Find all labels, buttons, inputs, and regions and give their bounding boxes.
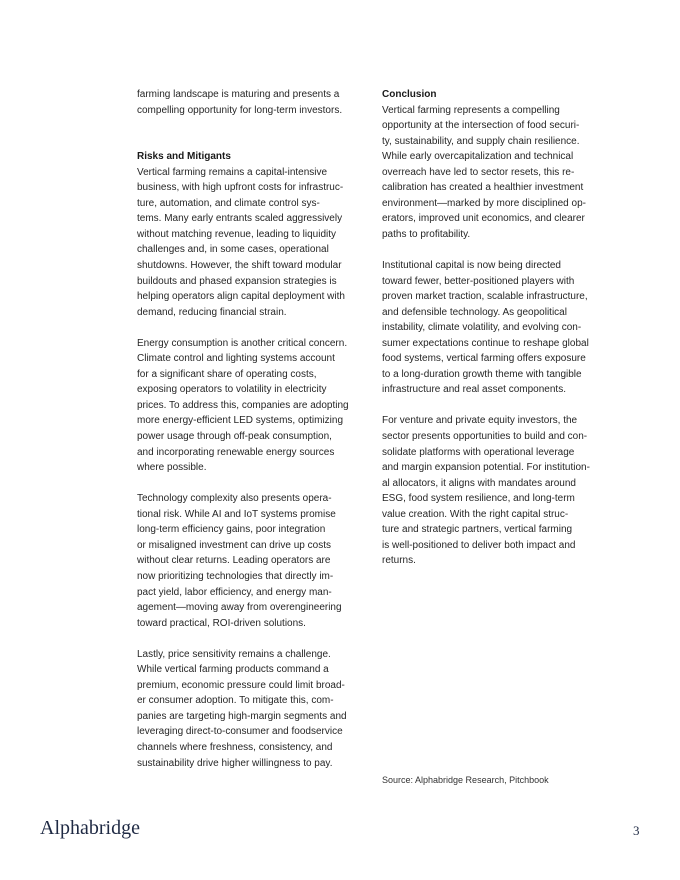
text-line: Climate control and lighting systems account <box>137 353 335 365</box>
left-column <box>137 87 377 771</box>
risks-paragraph-capital <box>137 165 377 320</box>
text-line: Lastly, price sensitivity remains a challenge. <box>137 648 331 660</box>
right-column <box>382 87 622 569</box>
text-line: and margin expansion potential. For institution- <box>382 462 590 474</box>
text-line: or misaligned investment can drive up costs <box>137 539 331 551</box>
text-line: sector presents opportunities to build and con- <box>382 431 588 443</box>
text-line: ty, sustainability, and supply chain resilience. <box>382 135 580 147</box>
text-line: and defensible technology. As geopolitical <box>382 306 567 318</box>
text-line: shutdowns. However, the shift toward modular <box>137 260 342 272</box>
intro-paragraph <box>137 87 377 118</box>
text-line: compelling opportunity for long-term investors. <box>137 104 343 116</box>
text-line: tional risk. While AI and IoT systems promise <box>137 508 336 520</box>
text-line: long-term efficiency gains, poor integration <box>137 524 326 536</box>
text-line: toward practical, ROI-driven solutions. <box>137 617 306 629</box>
source-note: Source: Alphabridge Research, Pitchbook <box>382 775 549 785</box>
text-line: toward fewer, better-positioned players with <box>382 275 575 287</box>
text-line: more energy-efficient LED systems, optimizing <box>137 415 344 427</box>
text-line: al allocators, it aligns with mandates around <box>382 477 576 489</box>
text-line: value creation. With the right capital struc- <box>382 508 569 520</box>
text-line: Institutional capital is now being directed <box>382 260 561 272</box>
text-line: While early overcapitalization and technical <box>382 151 574 163</box>
text-line: Energy consumption is another critical concern. <box>137 337 348 349</box>
page-number: 3 <box>633 823 640 838</box>
conclusion-paragraph-3 <box>382 413 622 568</box>
text-line: without matching revenue, leading to liquidity <box>137 228 337 240</box>
text-line: now prioritizing technologies that directly im- <box>137 570 334 582</box>
text-line: channels where freshness, consistency, and <box>137 741 333 753</box>
text-line: panies are targeting high-margin segments and <box>137 710 347 722</box>
text-line: proven market traction, scalable infrastructure, <box>382 291 588 303</box>
conclusion-heading: Conclusion <box>382 89 437 100</box>
text-line: to a long-duration growth theme with tangible <box>382 368 582 380</box>
text-line: helping operators align capital deployment with <box>137 291 345 303</box>
text-line: solidate platforms with operational leverage <box>382 446 575 458</box>
risks-heading: Risks and Mitigants <box>137 151 231 163</box>
text-line: leveraging direct-to-consumer and foodservice <box>137 726 343 738</box>
text-line: agement—moving away from overengineering <box>137 602 342 614</box>
text-line: ture and strategic partners, vertical farming <box>382 524 573 536</box>
text-line: er consumer adoption. To mitigate this, com- <box>137 695 334 707</box>
text-line: calibration has created a healthier investment <box>382 182 584 194</box>
risks-paragraph-technology <box>137 491 377 631</box>
text-line: returns. <box>382 555 416 567</box>
text-line: for a significant share of operating costs, <box>137 368 317 380</box>
risks-paragraph-price <box>137 647 377 771</box>
text-line: erators, improved unit economics, and clearer <box>382 213 585 225</box>
text-line: sustainability drive higher willingness to pay. <box>137 757 333 769</box>
text-line: tems. Many early entrants scaled aggressively <box>137 213 343 225</box>
text-line: and incorporating renewable energy sources <box>137 446 335 458</box>
text-line: challenges and, in some cases, operational <box>137 244 329 256</box>
conclusion-paragraph-1 <box>382 103 622 243</box>
text-line: without clear returns. Leading operators are <box>137 555 331 567</box>
text-line: sumer expectations continue to reshape global <box>382 337 589 349</box>
text-line: demand, reducing financial strain. <box>137 306 287 318</box>
text-line: business, with high upfront costs for infrastruc- <box>137 182 344 194</box>
text-line: opportunity at the intersection of food securi- <box>382 120 580 132</box>
text-line: overreach have led to sector resets, this re- <box>382 166 575 178</box>
text-line: paths to profitability. <box>382 228 471 240</box>
text-line: While vertical farming products command a <box>137 664 329 676</box>
text-line: ture, automation, and climate control sys- <box>137 197 320 209</box>
text-line: Vertical farming represents a compelling <box>382 104 560 116</box>
conclusion-paragraph-2 <box>382 258 622 398</box>
text-line: premium, economic pressure could limit broad- <box>137 679 345 691</box>
text-line: infrastructure and real asset components. <box>382 384 566 396</box>
text-line: prices. To address this, companies are adopting <box>137 399 349 411</box>
text-line: farming landscape is maturing and presents a <box>137 89 340 100</box>
text-line: ESG, food system resilience, and long-term <box>382 493 575 505</box>
text-line: is well-positioned to deliver both impact and <box>382 539 576 551</box>
text-line: For venture and private equity investors, the <box>382 415 578 427</box>
text-line: exposing operators to volatility in electricity <box>137 384 327 396</box>
text-line: instability, climate volatility, and evolving con- <box>382 322 582 334</box>
text-line: Technology complexity also presents opera- <box>137 493 332 505</box>
text-line: food systems, vertical farming offers exposure <box>382 353 586 365</box>
text-line: environment—marked by more disciplined op- <box>382 197 586 209</box>
alphabridge-logo: Alphabridge <box>40 817 140 839</box>
text-line: Vertical farming remains a capital-intensive <box>137 166 328 178</box>
risks-paragraph-energy <box>137 336 377 476</box>
text-line: power usage through off-peak consumption, <box>137 431 332 443</box>
text-line: buildouts and phased expansion strategies is <box>137 275 337 287</box>
text-line: pact yield, labor efficiency, and energy man- <box>137 586 332 598</box>
text-line: where possible. <box>137 462 207 474</box>
